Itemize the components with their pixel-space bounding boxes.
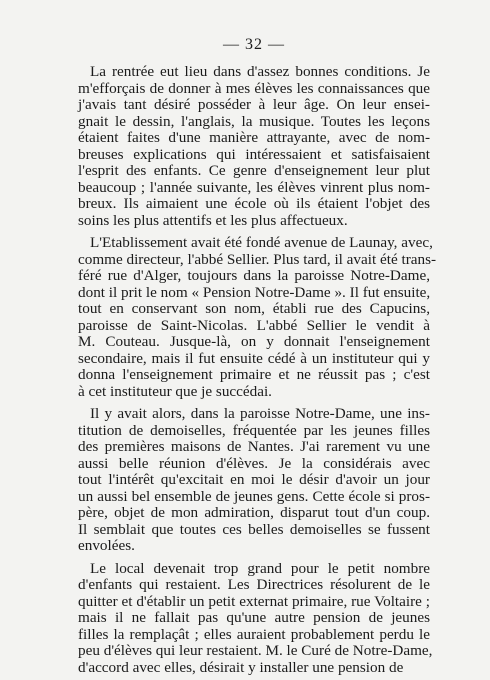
text-line: Le local devenait trop grand pour le petit nombre: [90, 559, 430, 577]
text-line: féré rue d'Alger, toujours dans la paroisse Notre-Dame,: [78, 267, 430, 284]
text-line: beaucoup ; l'année suivante, les élèves vinrent plus nom-: [78, 178, 430, 196]
text-line: étaient faites d'une manière attrayante, avec de nom-: [78, 129, 430, 146]
text-line: d'accord avec elles, désirait y installer une pension de: [78, 658, 404, 676]
page-number: — 32 —: [223, 36, 285, 53]
text-line: aussi belle réunion d'élèves. Je la considérais avec: [78, 454, 430, 472]
paragraph: [78, 64, 430, 229]
text-line: un aussi bel ensemble de jeunes gens. Cette école si pros-: [78, 487, 430, 505]
text-line: donna l'enseignement primaire et ne réussit pas ; c'est: [78, 366, 430, 383]
text-line: soins les plus attentifs et les plus affectueux.: [78, 211, 348, 229]
text-line: mais il ne fallait pas qu'une autre pension de jeunes: [78, 609, 430, 626]
text-line: filles la remplaçât ; elles auraient probablement perdu le: [78, 625, 430, 643]
text-line: peu d'élèves qui leur restaient. M. le Curé de Notre-Dame,: [78, 642, 433, 659]
text-line: secondaire, mais il fut ensuite cédé à un instituteur qui y: [78, 349, 430, 367]
text-line: comme directeur, l'abbé Sellier. Plus tard, il avait été trans-: [78, 250, 437, 268]
text-line: envolées.: [78, 537, 135, 554]
text-line: M. Couteau. Jusque-là, on y donnait l'enseignement: [78, 333, 430, 350]
text-line: breux. Ils aimaient une école où ils étaient l'objet des: [78, 195, 430, 212]
text-line: quitter et d'établir un petit externat primaire, rue Voltaire ;: [78, 592, 430, 610]
text-line: père, objet de mon admiration, disparut tout d'un coup.: [78, 504, 430, 521]
text-line: La rentrée eut lieu dans d'assez bonnes conditions. Je: [90, 63, 430, 80]
body-text: [78, 63, 437, 676]
text-line: L'Etablissement avait été fondé avenue de Launay, avec,: [90, 234, 433, 251]
text-line: gnait le dessin, l'anglais, la musique. Toutes les leçons: [78, 112, 430, 130]
text-line: l'esprit des enfants. Ce genre d'enseignement leur plut: [78, 162, 430, 179]
text-line: paroisse de Saint-Nicolas. L'abbé Sellier le vendit à: [78, 316, 430, 334]
text-line: à cet instituteur que je succédai.: [78, 382, 272, 400]
text-line: m'efforçais de donner à mes élèves les connaissances que: [78, 79, 430, 97]
text-line: d'enfants qui restaient. Les Directrices résolurent de le: [78, 576, 430, 593]
text-line: breuses explications qui intéressaient et satisfaisaient: [78, 145, 430, 163]
text-line: Il y avait alors, dans la paroisse Notre-Dame, une ins-: [90, 405, 430, 422]
text-line: j'avais tant désiré posséder à leur âge. On leur ensei-: [78, 96, 430, 113]
paragraph: [78, 406, 430, 555]
paragraph: [78, 234, 437, 400]
text-line: des premières maisons de Nantes. J'ai rarement vu une: [78, 438, 430, 455]
text-line: dont il prit le nom « Pension Notre-Dame ». Il fut ensuite,: [78, 283, 431, 301]
text-line: tout en conservant son nom, établi rue des Capucins,: [78, 300, 430, 317]
text-line: tout l'intérêt qu'excitait en moi le désir d'avoir un jour: [78, 471, 430, 488]
paragraph: [78, 559, 433, 677]
text-line: titution de demoiselles, fréquentée par les jeunes filles: [78, 421, 430, 439]
text-line: Il semblait que toutes ces belles demoiselles se fussent: [78, 520, 430, 538]
